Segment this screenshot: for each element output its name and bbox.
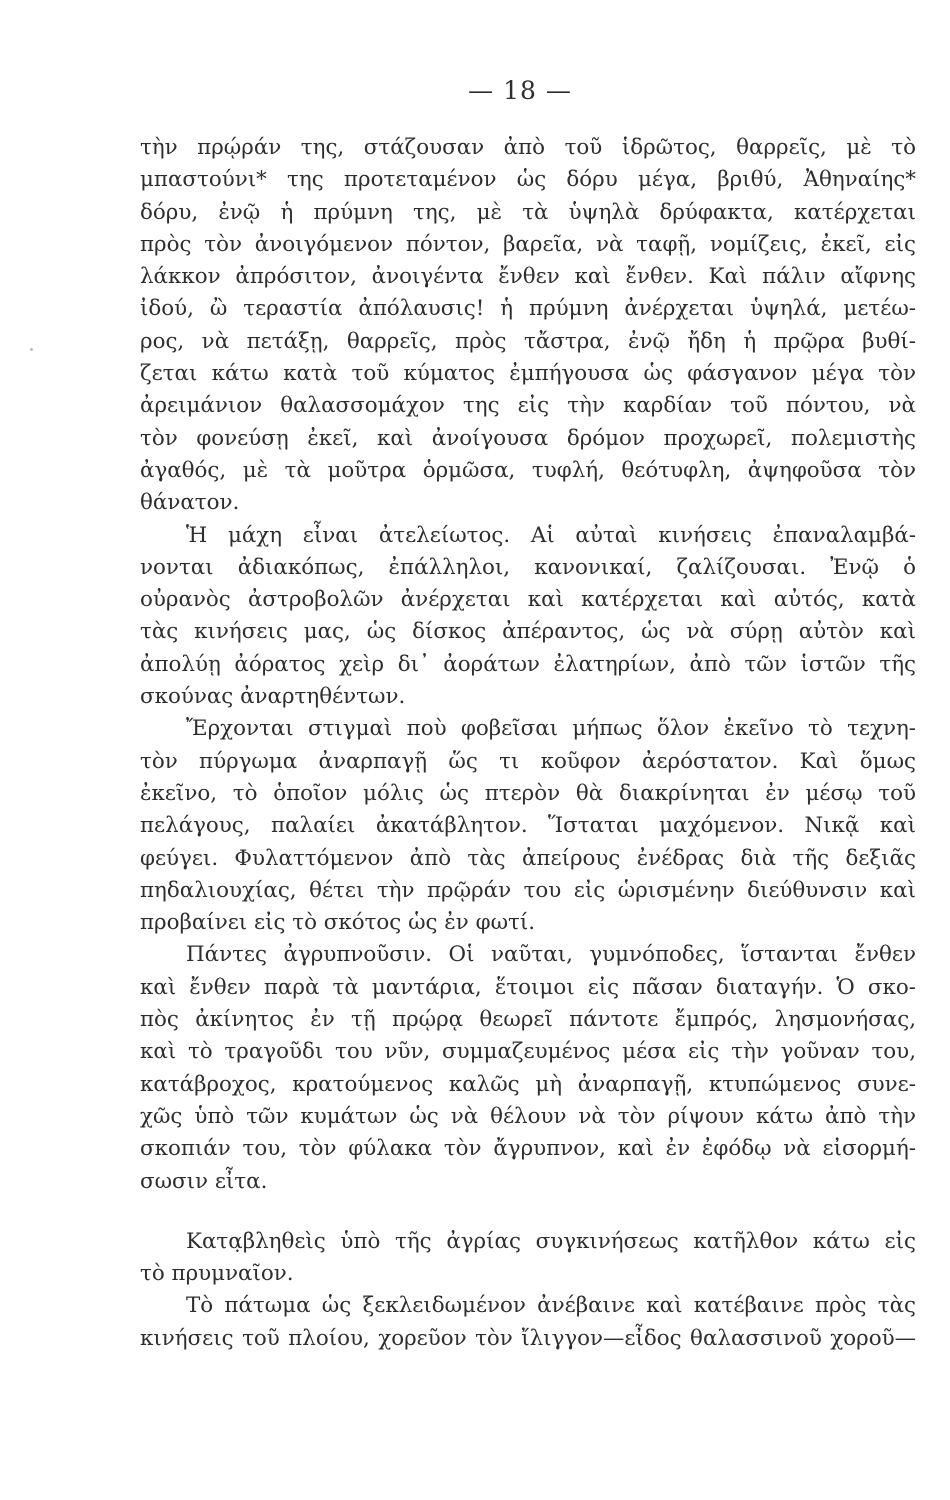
text-line: νονται ἀδιακόπως, ἐπάλληλοι, κανονικαί, ζαλίζουσαι. Ἐνῷ ὁ [140, 554, 916, 580]
text-line: ἐκεῖνο, τὸ ὁποῖον μόλις ὡς πτερὸν θὰ διακρίνηται ἐν μέσῳ τοῦ [140, 780, 916, 806]
text-line: τὸν φονεύσῃ ἐκεῖ, καὶ ἀνοίγουσα δρόμον προχωρεῖ, πολεμιστὴς [140, 425, 916, 451]
paragraph-6 [140, 1290, 916, 1355]
page-number: — 18 — [468, 76, 572, 105]
text-line: ἀρειμάνιον θαλασσομάχον της εἰς τὴν καρδίαν τοῦ πόντου, νὰ [140, 393, 916, 419]
text-line: πρὸς τὸν ἀνοιγόμενον πόντον, βαρεῖα, νὰ ταφῇ, νομίζεις, ἐκεῖ, εἰς [140, 231, 916, 257]
paper-speck [30, 348, 33, 351]
text-line: κινήσεις τοῦ πλοίου, χορεῦον τὸν ἴλιγγον—εἶδος θαλασσινοῦ χοροῦ— [140, 1325, 916, 1351]
text-line: προβαίνει εἰς τὸ σκότος ὡς ἐν φωτί. [140, 910, 536, 936]
text-line: ἀπολύῃ ἀόρατος χεὶρ δι᾽ ἀοράτων ἐλατηρίων, ἀπὸ τῶν ἱστῶν τῆς [140, 651, 916, 677]
text-line: καὶ τὸ τραγοῦδι του νῦν, συμμαζευμένος μέσα εἰς τὴν γοῦναν του, [140, 1039, 916, 1065]
text-line: χῶς ὑπὸ τῶν κυμάτων ὡς νὰ θέλουν νὰ τὸν ρίψουν κάτω ἀπὸ τὴν [140, 1103, 916, 1129]
text-line: σκοπιάν του, τὸν φύλακα τὸν ἄγρυπνον, καὶ ἐν ἐφόδῳ νὰ εἰσορμή- [140, 1136, 916, 1162]
paragraph-4 [140, 939, 916, 1197]
text-line: τὸν πύργωμα ἀναρπαγῇ ὥς τι κοῦφον ἀερόστατον. Καὶ ὅμως [140, 748, 916, 774]
text-line: καὶ ἔνθεν παρὰ τὰ μαντάρια, ἕτοιμοι εἰς πᾶσαν διαταγήν. Ὁ σκο- [140, 974, 916, 1000]
text-line: πηδαλιουχίας, θέτει τὴν πρῷράν του εἰς ὡρισμένην διεύθυνσιν καὶ [140, 877, 916, 903]
paragraph-5 [140, 1226, 916, 1291]
paragraph-1 [140, 132, 916, 520]
text-line: σωσιν εἶτα. [140, 1168, 268, 1194]
paragraph-2 [140, 520, 916, 714]
text-line: Κατα̣βληθεὶς ὑπὸ τῆς ἀγρίας συγκινήσεως κατῆλθον κάτω εἰς [186, 1228, 916, 1254]
text-line: πελάγους, παλαίει ἀκατάβλητον. Ἵσταται μαχόμενον. Νικᾷ καὶ [140, 813, 916, 839]
body-text [140, 132, 916, 1355]
text-line: τὸ πρυμναῖον. [140, 1261, 294, 1287]
text-line: Ἔρχονται στιγμαὶ ποὺ φοβεῖσαι μήπως ὅλον ἐκεῖνο τὸ τεχνη- [186, 716, 916, 742]
text-line: τὴν πρῴράν της, στάζουσαν ἀπὸ τοῦ ἱδρῶτος, θαρρεῖς, μὲ τὸ [140, 135, 916, 160]
text-line: Τὸ πάτωμα ὡς ξεκλειδωμένον ἀνέβαινε καὶ κατέβαινε πρὸς τὰς [186, 1293, 916, 1319]
text-line: τὰς κινήσεις μας, ὡς δίσκος ἀπέραντος, ὡς νὰ σύρῃ αὐτὸν καὶ [140, 619, 916, 645]
text-line: ἰδού, ὢ τεραστία ἀπόλαυσις! ἡ πρύμνη ἀνέρχεται ὑψηλά, μετέω- [140, 296, 916, 322]
text-line: θάνατον. [140, 490, 240, 516]
paragraph-3 [140, 713, 916, 939]
text-line: ζεται κάτω κατὰ τοῦ κύματος ἐμπήγουσα ὡς φάσγανον μέγα τὸν [140, 361, 916, 387]
text-line: δόρυ, ἐνῷ ἡ πρύμνη της, μὲ τὰ ὑψηλὰ δρύφακτα, κατέρχεται [140, 199, 916, 225]
text-line: σκούνας ἀναρτηθέντων. [140, 684, 406, 710]
text-line: οὐρανὸς ἀστροβολῶν ἀνέρχεται καὶ κατέρχεται καὶ αὐτός, κατὰ [140, 587, 916, 613]
section-gap [140, 1198, 916, 1226]
text-line: φεύγει. Φυλαττόμενον ἀπὸ τὰς ἀπείρους ἐνέδρας διὰ τῆς δεξιᾶς [140, 845, 916, 871]
text-line: λάκκον ἀπρόσιτον, ἀνοιγέντα ἔνθεν καὶ ἔνθεν. Καὶ πάλιν αἴφνης [140, 264, 916, 290]
text-line: κατάβροχος, κρατούμενος καλῶς μὴ ἀναρπαγῇ, κτυπώμενος συνε- [140, 1071, 916, 1097]
text-line: Πάντες ἀγρυπνοῦσιν. Οἱ ναῦται, γυμνόποδες, ἵστανται ἔνθεν [186, 942, 916, 968]
text-line: πὸς ἀκίνητος ἐν τῇ πρῴρᾳ θεωρεῖ πάντοτε ἔμπρός, λησμονήσας, [140, 1007, 916, 1033]
text-line: μπαστούνι* της προτεταμένον ὡς δόρυ μέγα, βριθύ, Ἀθηναίης* [140, 167, 916, 193]
text-line: ἀγαθός, μὲ τὰ μοῦτρα ὁρμῶσα, τυφλή, θεότυφλη, ἀψηφοῦσα τὸν [140, 457, 916, 483]
text-line: ρος, νὰ πετάξῃ, θαρρεῖς, πρὸς τἄστρα, ἐνῷ ἤδη ἡ πρῷρα βυθί- [140, 328, 916, 354]
text-line: Ἡ μάχη εἶναι ἀτελείωτος. Αἱ αὐταὶ κινήσεις ἐπαναλαμβά- [186, 522, 916, 548]
